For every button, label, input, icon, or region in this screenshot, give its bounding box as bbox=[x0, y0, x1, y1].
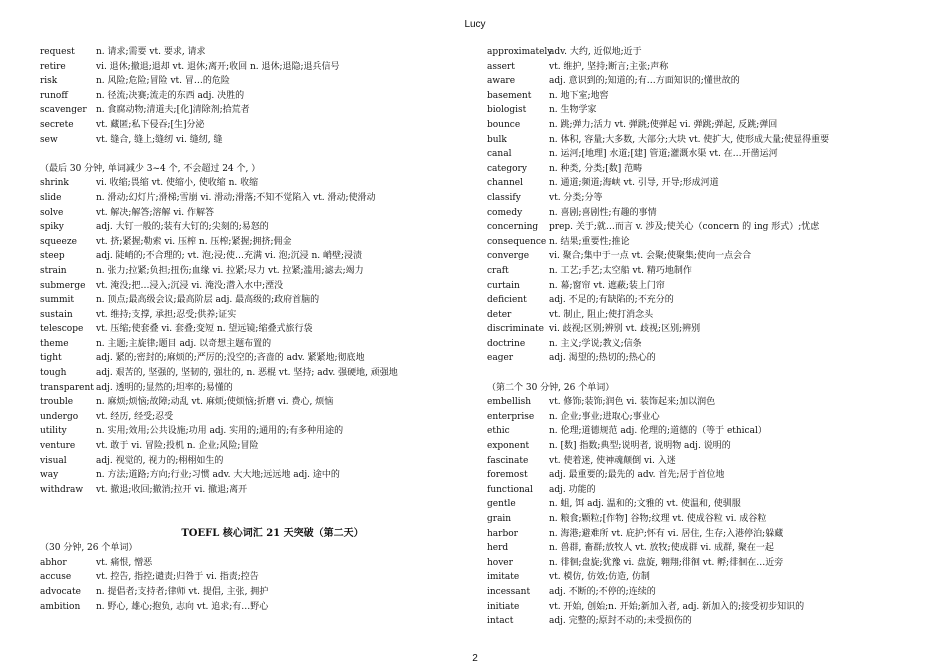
vocab-word: bounce bbox=[487, 119, 521, 130]
vocab-entry bbox=[40, 556, 465, 571]
vocab-definition: vt. 控告, 指控;谴责;归咎于 vi. 指责;控告 bbox=[96, 572, 259, 583]
vocab-word: intact bbox=[487, 616, 514, 627]
vocab-definition: n. 提倡者;支持者;律师 vt. 提倡, 主张, 拥护 bbox=[96, 586, 269, 597]
vocab-definition: n. 滑动;幻灯片;滑梯;雪崩 vi. 滑动;滑落;不知不觉陷入 vt. 滑动;使滑动 bbox=[96, 192, 376, 203]
vocab-definition: n. 麻烦;烦恼;故障;动乱 vt. 麻烦;使烦恼;折磨 vi. 费心, 烦恼 bbox=[96, 397, 334, 408]
vocab-entry bbox=[487, 570, 917, 585]
vocab-definition: vt. 模仿, 仿效;仿造, 仿制 bbox=[549, 572, 650, 583]
vocab-word: ethic bbox=[487, 426, 510, 437]
vocab-word: category bbox=[487, 163, 527, 174]
vocab-entry bbox=[487, 293, 917, 308]
vocab-definition: adj. 意识到的;知道的;有…方面知识的;懂世故的 bbox=[549, 76, 740, 87]
vocab-entry bbox=[40, 381, 465, 396]
vocab-word: biologist bbox=[487, 105, 527, 116]
vocab-entry bbox=[40, 424, 465, 439]
vocab-definition: adj. 透明的;显然的;坦率的;易懂的 bbox=[96, 382, 233, 393]
vocab-entry bbox=[40, 366, 465, 381]
vocab-entry bbox=[40, 264, 465, 279]
vocab-word: accuse bbox=[40, 572, 72, 583]
vocab-entry bbox=[40, 439, 465, 454]
vocab-entry bbox=[40, 206, 465, 221]
vocab-definition: vt. 解决;解答;溶解 vi. 作解答 bbox=[96, 207, 215, 218]
right-entries-bottom bbox=[487, 395, 917, 629]
left-entries-bottom bbox=[40, 381, 465, 498]
vocab-word: comedy bbox=[487, 207, 523, 218]
vocab-word: venture bbox=[40, 441, 76, 452]
vocab-word: slide bbox=[40, 192, 62, 203]
vocab-entry bbox=[40, 570, 465, 585]
vocab-entry bbox=[487, 279, 917, 294]
vocab-entry bbox=[40, 395, 465, 410]
vocab-entry bbox=[487, 191, 917, 206]
vocab-entry bbox=[40, 483, 465, 498]
vocab-definition: vt. 维持;支撑, 承担;忍受;供养;证实 bbox=[96, 309, 237, 320]
vocab-entry bbox=[487, 162, 917, 177]
vocab-word: concerning bbox=[487, 222, 539, 233]
vocab-entry bbox=[487, 527, 917, 542]
vocab-entry bbox=[40, 74, 465, 89]
vocab-word: retire bbox=[40, 61, 66, 72]
vocab-word: deficient bbox=[487, 295, 527, 306]
vocab-definition: n. 幕;窗帘 vt. 遮蔽;装上门帘 bbox=[549, 280, 665, 291]
vocab-word: basement bbox=[487, 90, 532, 101]
vocab-definition: n. 粮食;颗粒;[作物] 谷物;纹理 vt. 使成谷粒 vi. 成谷粒 bbox=[549, 514, 767, 524]
vocab-definition: n. 生物学家 bbox=[549, 105, 597, 116]
vocab-definition: adj. 渴望的;热切的;热心的 bbox=[549, 353, 656, 364]
vocab-word: sew bbox=[40, 134, 58, 145]
vocab-definition: vt. 开始, 创始;n. 开始;新加入者, adj. 新加入的;接受初步知识的 bbox=[549, 601, 805, 612]
vocab-entry bbox=[487, 454, 917, 469]
vocab-entry bbox=[40, 220, 465, 235]
vocab-definition: n. 请求;需要 vt. 要求, 请求 bbox=[96, 47, 206, 57]
left-entries-day2 bbox=[40, 556, 465, 614]
vocab-entry bbox=[487, 206, 917, 221]
left-entries-mid bbox=[40, 176, 465, 366]
vocab-definition: adv. 大约, 近似地;近于 bbox=[549, 47, 642, 57]
vocab-entry bbox=[487, 395, 917, 410]
vocab-definition: n. 工艺;手艺;太空船 vt. 精巧地制作 bbox=[549, 265, 692, 276]
vocab-word: incessant bbox=[487, 586, 531, 597]
left-column bbox=[40, 45, 465, 614]
vocab-definition: vt. 挤;紧握;勒索 vi. 压榨 n. 压榨;紧握;拥挤;佣金 bbox=[96, 236, 292, 247]
vocab-definition: n. 伦理;道德规范 adj. 伦理的;道德的（等于 ethical） bbox=[549, 426, 767, 437]
vocab-definition: n. 风险;危险;冒险 vt. 冒…的危险 bbox=[96, 76, 230, 87]
vocab-word: harbor bbox=[487, 528, 518, 539]
vocab-definition: adj. 艰苦的, 坚强的, 坚韧的, 强壮的, n. 恶棍 vt. 坚持; adv. 强硬地, 顽强地 bbox=[96, 368, 398, 379]
vocab-word: fascinate bbox=[487, 455, 529, 466]
vocab-definition: n. 海港;避难所 vt. 庇护;怀有 vi. 居住, 生存;入港停泊;躲藏 bbox=[549, 528, 784, 539]
vocab-definition: n. 企业;事业;进取心;事业心 bbox=[549, 411, 660, 422]
section-heading-2: （第二个 30 分钟, 26 个单词） bbox=[487, 382, 615, 393]
vocab-entry bbox=[40, 103, 465, 118]
vocab-definition: vt. 撤退;收回;撤消;拉开 vi. 撤退;离开 bbox=[96, 484, 248, 495]
day-title: TOEFL 核心词汇 21 天突破（第二天） bbox=[181, 527, 364, 539]
vocab-entry bbox=[40, 191, 465, 206]
vocab-word: scavenger bbox=[40, 105, 87, 116]
vocab-definition: vt. 缝合, 缝上;缝纫 vi. 缝纫, 缝 bbox=[96, 134, 223, 145]
vocab-definition: n. 运河;[地理] 水道;[建] 管道;灌溉水渠 vt. 在…开凿运河 bbox=[549, 149, 778, 160]
vocab-definition: adj. 视觉的, 视力的;栩栩如生的 bbox=[96, 455, 224, 466]
vocab-word: shrink bbox=[40, 178, 69, 189]
vocab-definition: n. 结果;重要性;推论 bbox=[549, 236, 630, 247]
vocab-word: consequence bbox=[487, 236, 547, 247]
vocab-word: hover bbox=[487, 557, 513, 568]
vocab-word: curtain bbox=[487, 280, 520, 291]
vocab-definition: vt. 分类;分等 bbox=[549, 192, 603, 203]
vocab-word: discriminate bbox=[487, 324, 544, 335]
vocab-definition: n. 主义;学说;教义;信条 bbox=[549, 338, 642, 349]
vocab-word: tight bbox=[40, 353, 62, 364]
vocab-definition: n. 蛆, 饵 adj. 温和的;文雅的 vt. 使温和, 使驯服 bbox=[549, 499, 741, 510]
vocab-entry bbox=[487, 308, 917, 323]
vocab-word: utility bbox=[40, 426, 67, 437]
vocab-definition: vt. 压缩;使套叠 vi. 套叠;变短 n. 望远镜;缩叠式旅行袋 bbox=[96, 324, 313, 335]
vocab-entry bbox=[487, 556, 917, 571]
vocab-entry bbox=[40, 600, 465, 615]
vocab-entry bbox=[487, 249, 917, 264]
vocab-entry bbox=[487, 235, 917, 250]
vocab-entry bbox=[40, 351, 465, 366]
vocab-definition: n. 野心, 雄心;抱负, 志向 vt. 追求;有…野心 bbox=[96, 601, 269, 612]
vocab-entry bbox=[487, 264, 917, 279]
section-note: （最后 30 分钟, 单词减少 3~4 个, 不会超过 24 个, ） bbox=[40, 163, 261, 174]
vocab-word: secrete bbox=[40, 119, 74, 130]
vocab-definition: vi. 聚合;集中于一点 vt. 会聚;使聚集;使向一点会合 bbox=[549, 251, 752, 262]
vocab-definition: n. 兽群, 畜群;放牧人 vt. 放牧;使成群 vi. 成群, 聚在一起 bbox=[549, 543, 774, 554]
vocab-definition: vt. 使着迷, 使神魂颠倒 vi. 入迷 bbox=[549, 455, 676, 466]
vocab-definition: n. 实用;效用;公共设施;功用 adj. 实用的;通用的;有多种用途的 bbox=[96, 426, 344, 437]
vocab-word: steep bbox=[40, 251, 65, 262]
vocab-entry bbox=[487, 176, 917, 191]
vocab-definition: adj. 最重要的;最先的 adv. 首先;居于首位地 bbox=[549, 470, 725, 481]
vocab-definition: adj. 陡峭的;不合理的; vt. 泡;浸;使…充满 vi. 泡;沉浸 n. 峭壁;浸渍 bbox=[96, 251, 363, 262]
vocab-entry bbox=[487, 118, 917, 133]
vocab-entry bbox=[487, 483, 917, 498]
vocab-entry bbox=[487, 614, 917, 629]
vocab-entry bbox=[487, 439, 917, 454]
vocab-definition: vt. 制止, 阻止;使打消念头 bbox=[549, 309, 654, 320]
vocab-word: advocate bbox=[40, 586, 81, 597]
vocab-entry bbox=[487, 512, 917, 527]
vocab-word: abhor bbox=[40, 557, 67, 568]
vocab-entry bbox=[40, 89, 465, 104]
vocab-word: eager bbox=[487, 353, 514, 364]
vocab-word: trouble bbox=[40, 397, 74, 408]
vocab-definition: n. 地下室;地窖 bbox=[549, 90, 609, 101]
vocab-entry bbox=[487, 220, 917, 235]
vocab-definition: n. 顶点;最高级会议;最高阶层 adj. 最高级的;政府首脑的 bbox=[96, 295, 320, 306]
vocab-word: sustain bbox=[40, 309, 73, 320]
vocab-entry bbox=[40, 585, 465, 600]
vocab-word: embellish bbox=[487, 397, 531, 408]
vocab-word: doctrine bbox=[487, 338, 526, 349]
vocab-entry bbox=[487, 147, 917, 162]
vocab-word: imitate bbox=[487, 572, 520, 583]
page-number: 2 bbox=[472, 653, 478, 664]
vocab-word: bulk bbox=[487, 134, 507, 145]
vocab-definition: adj. 功能的 bbox=[549, 484, 596, 495]
vocab-entry bbox=[40, 235, 465, 250]
vocab-definition: n. 跳;弹力;活力 vt. 弹跳;使弹起 vi. 弹跳;弹起, 反跳;弹回 bbox=[549, 119, 778, 130]
vocab-entry bbox=[487, 424, 917, 439]
vocab-entry bbox=[487, 468, 917, 483]
vocab-definition: vi. 收缩;畏缩 vt. 使缩小, 使收缩 n. 收缩 bbox=[96, 178, 259, 189]
vocab-word: approximately bbox=[487, 47, 553, 57]
vocab-word: functional bbox=[487, 484, 533, 495]
vocab-word: strain bbox=[40, 265, 67, 276]
vocab-definition: vt. 维护, 坚持;断言;主张;声称 bbox=[549, 61, 669, 72]
vocab-word: channel bbox=[487, 178, 523, 189]
vocab-definition: vt. 经历, 经受;忍受 bbox=[96, 411, 174, 422]
vocab-entry bbox=[40, 118, 465, 133]
vocab-definition: n. 喜剧;喜剧性;有趣的事情 bbox=[549, 207, 657, 218]
vocab-word: runoff bbox=[40, 90, 68, 101]
vocab-entry bbox=[40, 337, 465, 352]
vocab-entry bbox=[40, 45, 465, 60]
vocab-definition: n. 食腐动物;清道夫;[化]清除剂;拾荒者 bbox=[96, 105, 250, 116]
vocab-entry bbox=[487, 351, 917, 366]
vocab-word: ambition bbox=[40, 601, 81, 612]
vocab-word: submerge bbox=[40, 280, 86, 291]
section-heading: （30 分钟, 26 个单词） bbox=[40, 543, 138, 554]
vocab-definition: n. 张力;拉紧;负担;扭伤;血缘 vi. 拉紧;尽力 vt. 拉紧;滥用;滤去;竭力 bbox=[96, 265, 364, 276]
vocab-word: assert bbox=[487, 61, 515, 72]
vocab-definition: adj. 完整的;原封不动的;未受损伤的 bbox=[549, 616, 692, 627]
vocab-entry bbox=[487, 585, 917, 600]
vocab-word: tough bbox=[40, 368, 67, 379]
vocab-entry bbox=[40, 293, 465, 308]
vocab-definition: vt. 痛恨, 憎恶 bbox=[96, 557, 153, 568]
vocab-word: undergo bbox=[40, 411, 79, 422]
vocab-word: canal bbox=[487, 149, 512, 160]
vocab-word: theme bbox=[40, 338, 69, 349]
vocab-definition: n. [数] 指数;典型;说明者, 说明物 adj. 说明的 bbox=[549, 441, 731, 452]
vocab-entry bbox=[40, 410, 465, 425]
right-entries-top bbox=[487, 45, 917, 366]
vocab-word: squeeze bbox=[40, 236, 77, 247]
vocab-word: exponent bbox=[487, 441, 530, 452]
vocab-word: solve bbox=[40, 207, 64, 218]
vocab-word: gentle bbox=[487, 499, 516, 510]
vocab-definition: adj. 不足的;有缺陷的;不充分的 bbox=[549, 295, 674, 306]
vocab-definition: adj. 大钉一般的;装有大钉的;尖刻的;易怒的 bbox=[96, 222, 269, 233]
vocab-word: request bbox=[40, 47, 75, 57]
vocab-entry bbox=[40, 176, 465, 191]
vocab-word: grain bbox=[487, 514, 512, 524]
vocab-definition: n. 种类, 分类;[数] 范畴 bbox=[549, 163, 643, 174]
vocab-entry bbox=[40, 249, 465, 264]
vocab-definition: n. 主题;主旋律;题目 adj. 以奇想主题布置的 bbox=[96, 338, 272, 349]
vocab-entry bbox=[487, 60, 917, 75]
vocab-word: classify bbox=[487, 192, 521, 203]
vocab-definition: prep. 关于;就…而言 v. 涉及;使关心（concern 的 ing 形式）;忧虑 bbox=[549, 222, 820, 233]
vocab-entry bbox=[487, 103, 917, 118]
vocab-word: herd bbox=[487, 543, 509, 554]
vocab-entry bbox=[40, 308, 465, 323]
vocab-definition: vi. 退休;撤退;退却 vt. 退休;离开;收回 n. 退休;退隐;退兵信号 bbox=[96, 61, 340, 72]
vocab-entry bbox=[487, 600, 917, 615]
vocab-definition: n. 徘徊;盘旋;犹豫 vi. 盘旋, 翱翔;徘徊 vt. 孵;徘徊在…近旁 bbox=[549, 557, 784, 568]
vocab-word: withdraw bbox=[40, 484, 84, 495]
vocab-entry bbox=[40, 454, 465, 469]
vocab-entry bbox=[487, 541, 917, 556]
vocab-entry bbox=[40, 60, 465, 75]
vocab-word: telescope bbox=[40, 324, 84, 335]
vocab-entry bbox=[487, 410, 917, 425]
vocab-definition: adj. 紧的;密封的;麻烦的;严厉的;没空的;吝啬的 adv. 紧紧地;彻底地 bbox=[96, 353, 365, 364]
vocab-word: risk bbox=[40, 76, 58, 87]
vocab-entry bbox=[487, 497, 917, 512]
vocab-definition: vt. 淹没;把…浸入;沉浸 vi. 淹没;潜入水中;湮没 bbox=[96, 280, 284, 291]
vocab-word: spiky bbox=[40, 222, 64, 233]
right-column bbox=[487, 45, 917, 629]
vocab-word: visual bbox=[40, 455, 67, 466]
vocab-word: initiate bbox=[487, 601, 520, 612]
vocab-definition: vt. 藏匿;私下侵吞;[生]分泌 bbox=[96, 119, 205, 130]
vocab-word: summit bbox=[40, 295, 74, 306]
vocab-word: transparent bbox=[40, 382, 94, 393]
vocab-word: converge bbox=[487, 251, 530, 262]
vocab-entry bbox=[40, 322, 465, 337]
vocab-word: enterprise bbox=[487, 411, 535, 422]
page-header: Lucy bbox=[464, 19, 486, 30]
vocab-definition: n. 径流;决赛;流走的东西 adj. 决胜的 bbox=[96, 90, 245, 101]
vocab-entry bbox=[40, 133, 465, 148]
vocab-definition: n. 通道;频道;海峡 vt. 引导, 开导;形成河道 bbox=[549, 178, 719, 189]
vocab-entry bbox=[40, 468, 465, 483]
vocab-entry bbox=[487, 133, 917, 148]
vocab-definition: vt. 敢于 vi. 冒险;投机 n. 企业;风险;冒险 bbox=[96, 441, 259, 452]
vocab-word: craft bbox=[487, 265, 509, 276]
vocab-definition: n. 方法;道路;方向;行业;习惯 adv. 大大地;远远地 adj. 途中的 bbox=[96, 470, 340, 481]
vocab-word: aware bbox=[487, 76, 516, 87]
vocab-entry bbox=[487, 337, 917, 352]
vocab-entry bbox=[487, 89, 917, 104]
vocab-definition: vt. 修饰;装饰;润色 vi. 装饰起来;加以润色 bbox=[549, 397, 716, 408]
left-entries-top bbox=[40, 45, 465, 147]
vocab-definition: vi. 歧视;区别;辨别 vt. 歧视;区别;辨别 bbox=[549, 324, 701, 335]
vocab-entry bbox=[487, 45, 917, 60]
vocab-entry bbox=[487, 74, 917, 89]
vocab-word: deter bbox=[487, 309, 512, 320]
vocab-word: foremost bbox=[487, 470, 528, 481]
vocab-word: way bbox=[40, 470, 59, 481]
vocab-entry bbox=[487, 322, 917, 337]
vocab-entry bbox=[40, 279, 465, 294]
vocab-definition: adj. 不断的;不停的;连续的 bbox=[549, 586, 656, 597]
vocab-definition: n. 体积, 容量;大多数, 大部分;大块 vt. 使扩大, 使形成大量;使显得重要 bbox=[549, 134, 830, 145]
